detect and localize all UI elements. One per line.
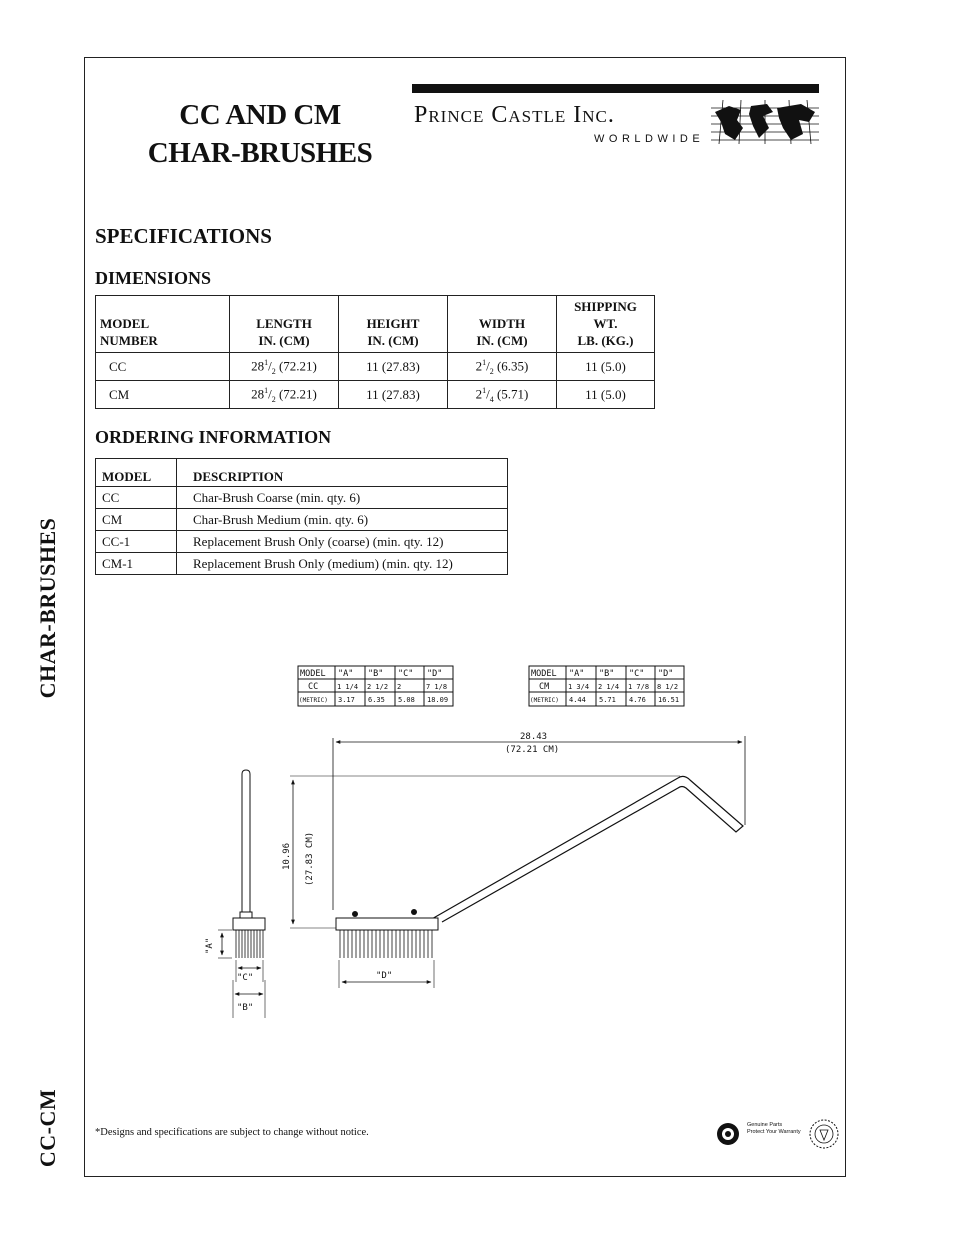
label-b: "B": [237, 1003, 254, 1013]
genuine-parts-text: Genuine Parts Protect Your Warranty: [747, 1122, 801, 1135]
dimensions-table: [95, 295, 655, 409]
svg-text:16.51: 16.51: [658, 696, 680, 704]
table-row: CC-1 Replacement Brush Only (coarse) (min. qty. 12): [96, 531, 508, 553]
svg-text:(METRIC): (METRIC): [530, 697, 559, 704]
label-c: "C": [237, 973, 254, 983]
svg-text:1 3/4: 1 3/4: [568, 683, 590, 691]
svg-text:2 1/4: 2 1/4: [598, 683, 620, 691]
svg-text:"D": "D": [658, 669, 674, 679]
svg-text:10.96: 10.96: [282, 842, 292, 870]
svg-text:3.17: 3.17: [338, 696, 355, 704]
svg-text:"B": "B": [599, 669, 615, 679]
svg-text:"B": "B": [368, 669, 384, 679]
height-dimension: [282, 776, 680, 928]
ordering-table: [95, 458, 508, 575]
svg-text:1 1/4: 1 1/4: [337, 683, 359, 691]
col-length: LENGTH IN. (CM): [230, 296, 339, 353]
table-row: CC $28^1/_2$ (72.21) 11 (27.83) $2^1/_2$ (6.35) 11 (5.0): [96, 353, 655, 381]
svg-text:6.35: 6.35: [368, 696, 385, 704]
genuine-parts-seal-icon: [716, 1122, 740, 1146]
length-dimension: [333, 732, 745, 910]
svg-text:4.44: 4.44: [569, 696, 586, 704]
cc-dimension-table: [298, 666, 453, 706]
company-logo: Prince Castle Inc. WORLDWIDE: [412, 100, 819, 146]
svg-text:"C": "C": [398, 669, 414, 679]
table-header-row: MODEL DESCRIPTION: [96, 459, 508, 487]
svg-text:CM: CM: [539, 682, 550, 692]
table-row: CM-1 Replacement Brush Only (medium) (min. qty. 12): [96, 553, 508, 575]
svg-text:5.08: 5.08: [398, 696, 415, 704]
side-label-category: CHAR-BRUSHES: [35, 517, 60, 699]
footer-badges: [714, 1118, 840, 1154]
svg-text:"A": "A": [338, 669, 354, 679]
svg-text:"C": "C": [629, 669, 645, 679]
svg-text:"D": "D": [427, 669, 443, 679]
table-row: CM $28^1/_2$ (72.21) 11 (27.83) $2^1/_4$ (5.71) 11 (5.0): [96, 381, 655, 409]
ordering-heading: ORDERING INFORMATION: [95, 427, 332, 447]
col-shipping: SHIPPING WT. LB. (KG.): [557, 296, 655, 353]
svg-text:18.09: 18.09: [427, 696, 449, 704]
svg-text:(72.21 CM): (72.21 CM): [505, 745, 560, 755]
svg-text:(27.83 CM): (27.83 CM): [305, 831, 315, 886]
table-row: CC Char-Brush Coarse (min. qty. 6): [96, 487, 508, 509]
svg-text:CC: CC: [308, 682, 319, 692]
col-height: HEIGHT IN. (CM): [339, 296, 448, 353]
svg-text:MODEL: MODEL: [300, 669, 326, 679]
table-row: CM Char-Brush Medium (min. qty. 6): [96, 509, 508, 531]
svg-text:2 1/2: 2 1/2: [367, 683, 389, 691]
certification-seal-icon: [808, 1118, 840, 1150]
svg-text:28.43: 28.43: [520, 732, 548, 742]
specifications-heading: SPECIFICATIONS: [95, 224, 272, 248]
technical-drawing: [190, 660, 760, 1030]
dimensions-heading: DIMENSIONS: [95, 268, 212, 288]
svg-text:4.76: 4.76: [629, 696, 646, 704]
header-rule: [412, 84, 819, 93]
label-a: "A": [205, 937, 215, 954]
svg-text:2: 2: [397, 683, 402, 691]
label-d: "D": [376, 971, 393, 981]
svg-text:8 1/2: 8 1/2: [657, 683, 679, 691]
svg-text:"A": "A": [569, 669, 585, 679]
svg-text:MODEL: MODEL: [531, 669, 557, 679]
table-header-row: [96, 296, 655, 353]
footer-note: *Designs and specifications are subject to change without notice.: [95, 1127, 369, 1138]
col-width: WIDTH IN. (CM): [448, 296, 557, 353]
front-view: [336, 776, 743, 988]
svg-text:7 1/8: 7 1/8: [426, 683, 448, 691]
globe-icon: [711, 100, 819, 144]
side-label-model: CC-CM: [35, 1088, 60, 1168]
page-title: CC AND CM CHAR-BRUSHES: [147, 99, 373, 169]
col-model: MODEL NUMBER: [96, 296, 230, 353]
svg-text:(METRIC): (METRIC): [299, 697, 328, 704]
svg-text:5.71: 5.71: [599, 696, 616, 704]
cm-dimension-table: [529, 666, 684, 706]
svg-text:1 7/8: 1 7/8: [628, 683, 650, 691]
